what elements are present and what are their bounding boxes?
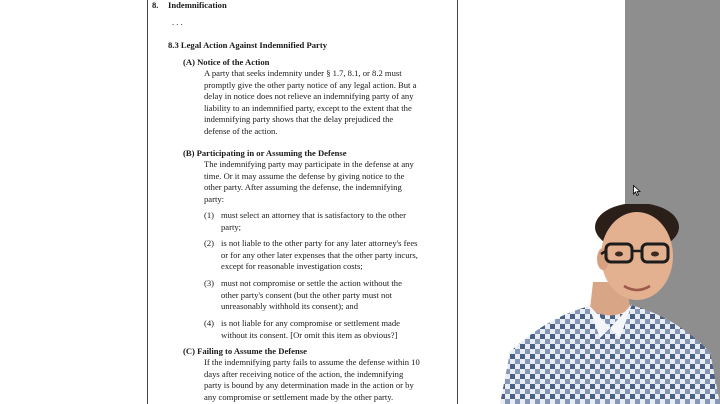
part-c-line: any compromise or settlement made by the other party. [204, 391, 394, 402]
part-b-heading: (B) Participating in or Assuming the Defense [183, 148, 347, 158]
part-b-line: time. Or it may assume the defense by giving notice to the [204, 170, 405, 181]
mouse-cursor-icon [633, 185, 641, 196]
subsection-title: 8.3 Legal Action Against Indemnified Party [168, 40, 327, 50]
list-item-line: party; [221, 221, 242, 232]
part-a-line: defense of the action. [204, 125, 278, 136]
part-a-heading: (A) Notice of the Action [183, 57, 270, 67]
list-item-line: is not liable to the other party for any later attorney's fees [221, 238, 418, 248]
part-c-line: If the indemnifying party fails to assume the defense within 10 [204, 357, 420, 367]
part-c-heading: (C) Failing to Assume the Defense [183, 346, 307, 356]
list-item-line: without its consent. [Or omit this item as obvious?] [221, 329, 398, 340]
document-page[interactable] [147, 0, 458, 404]
list-item-number: (4) [204, 318, 215, 328]
list-item-line: unreasonably withhold its consent); and [221, 301, 358, 311]
list-item-line: must not compromise or settle the action without the [221, 278, 402, 288]
part-b-line: The indemnifying party may participate in the defense at any [204, 159, 414, 169]
part-c-line: days after receiving notice of the action, the indemnifying [204, 368, 404, 379]
list-item-line: or for any other later expenses that the other party incurs, [221, 249, 418, 260]
part-a-line: promptly give the other party notice of any legal action. But a [204, 79, 417, 90]
list-item-number: (1) [204, 210, 215, 220]
list-item-line: except for reasonable investigation costs; [221, 261, 363, 271]
part-a-line: A party that seeks indemnity under § 1.7, 8.1, or 8.2 must [204, 68, 402, 78]
webcam-presenter-video [500, 204, 720, 404]
part-a-line: indemnifying party shows that the delay prejudiced the [204, 114, 394, 124]
ellipsis: . . . [172, 17, 183, 27]
list-item-number: (2) [204, 238, 215, 248]
part-a-line: delay in notice does not relieve an indemnifying party of any [204, 91, 414, 101]
part-b-line: other party. After assuming the defense, the indemnifying [204, 182, 402, 192]
section-title: Indemnification [168, 0, 227, 10]
section-number: 8. [152, 0, 159, 10]
list-item-line: is not liable for any compromise or settlement made [221, 318, 400, 328]
list-item-line: must select an attorney that is satisfactory to the other [221, 210, 406, 220]
list-item-number: (3) [204, 278, 215, 288]
part-a-line: liability to an indemnified party, except to the extent that the [204, 102, 412, 113]
part-c-line: party is bound by any determination made in the action or by [204, 380, 414, 390]
part-b-line: party: [204, 193, 225, 204]
list-item-line: other party's consent (but the other party must not [221, 289, 392, 300]
